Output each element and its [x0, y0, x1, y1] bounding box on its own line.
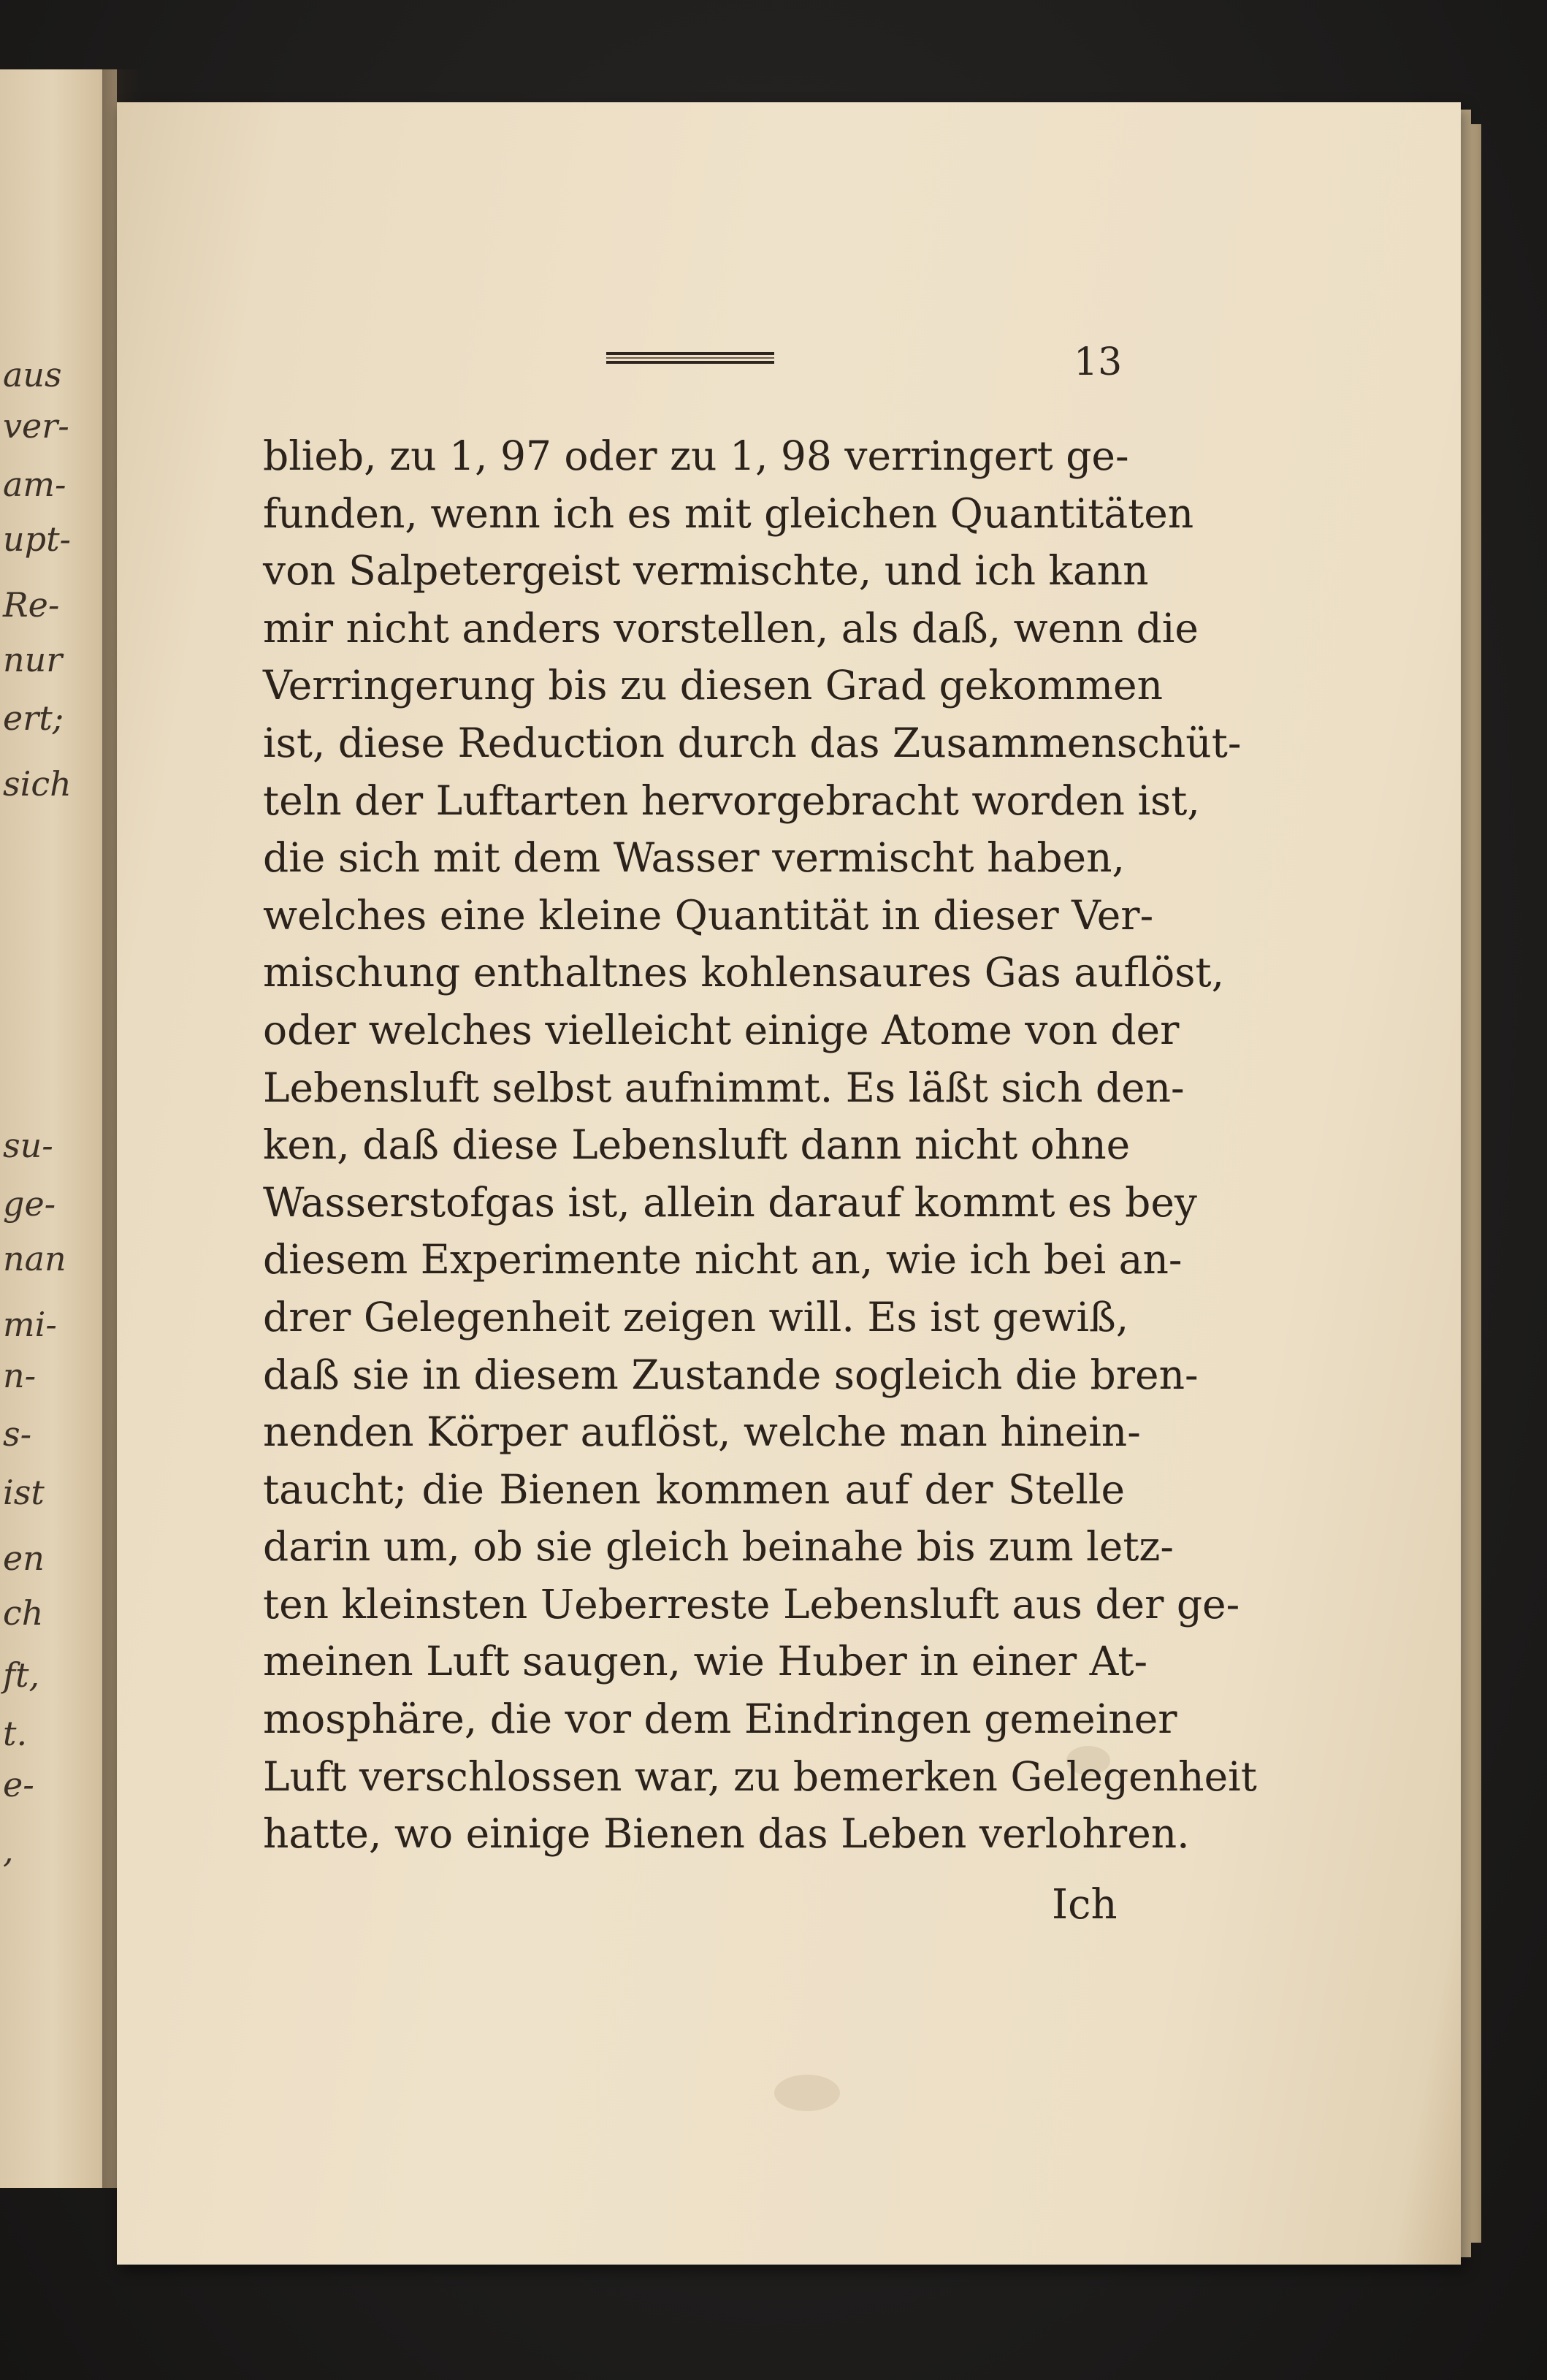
text-line: mosphäre, die vor dem Eindringen gemeiner: [263, 1696, 1177, 1743]
text-line: ist, diese Reduction durch das Zusammenschüt-: [263, 719, 1242, 766]
body-text: [263, 427, 1257, 1863]
text-line: Wasserstofgas ist, allein darauf kommt es bey: [263, 1178, 1197, 1226]
previous-page-fragment: mi-: [3, 1305, 57, 1344]
previous-page-fragment: s-: [3, 1414, 32, 1454]
text-line: teln der Luftarten hervorgebracht worden ist,: [263, 777, 1200, 824]
header-ornament-rule: [606, 352, 774, 364]
text-line: funden, wenn ich es mit gleichen Quantitäten: [263, 489, 1194, 537]
previous-page-fragment: aus: [3, 355, 62, 394]
text-line: diesem Experimente nicht an, wie ich bei an-: [263, 1236, 1183, 1284]
previous-page-fragment: nan: [3, 1239, 66, 1278]
previous-page-fragment: ver-: [3, 406, 69, 446]
previous-page-fragment: nur: [3, 640, 63, 679]
page-stack-edge: [1471, 124, 1481, 2243]
previous-page-fragment: t.: [3, 1714, 28, 1753]
text-line: ken, daß diese Lebensluft dann nicht ohne: [263, 1121, 1131, 1169]
catchword: Ich: [1052, 1881, 1118, 1929]
text-line: Verringerung bis zu diesen Grad gekommen: [263, 662, 1163, 709]
previous-page-fragment: e-: [3, 1765, 34, 1804]
text-line: taucht; die Bienen kommen auf der Stelle: [263, 1465, 1125, 1513]
previous-page-edge: [0, 69, 117, 2188]
previous-page-fragment: ft,: [3, 1655, 40, 1695]
previous-page-fragment: ge-: [3, 1184, 56, 1224]
text-line: hatte, wo einige Bienen das Leben verlohren.: [263, 1810, 1190, 1858]
text-line: mischung enthaltnes kohlensaures Gas auflöst,: [263, 949, 1225, 996]
previous-page-fragment: n-: [3, 1356, 37, 1395]
text-line: die sich mit dem Wasser vermischt haben,: [263, 834, 1125, 882]
previous-page-fragment: sich: [3, 764, 72, 804]
previous-page-fragment: Re-: [3, 585, 60, 625]
page-stack-edge: [1461, 110, 1471, 2257]
text-line: darin um, ob sie gleich beinahe bis zum letz-: [263, 1523, 1174, 1571]
text-line: meinen Luft saugen, wie Huber in einer At-: [263, 1638, 1148, 1685]
paper-stain: [774, 2075, 840, 2111]
previous-page-fragment: ert;: [3, 698, 64, 738]
previous-page-fragment: am-: [3, 465, 66, 504]
page-number: 13: [1074, 340, 1123, 384]
text-line: Luft verschlossen war, zu bemerken Gelegenheit: [263, 1752, 1257, 1800]
text-line: welches eine kleine Quantität in dieser Ver-: [263, 891, 1154, 939]
text-line: von Salpetergeist vermischte, und ich kann: [263, 547, 1149, 595]
text-line: daß sie in diesem Zustande sogleich die bren-: [263, 1351, 1199, 1398]
text-line: oder welches vielleicht einige Atome von der: [263, 1006, 1180, 1053]
text-line: blieb, zu 1, 97 oder zu 1, 98 verringert ge-: [263, 432, 1129, 479]
previous-page-fragment: en: [3, 1538, 45, 1578]
text-line: mir nicht anders vorstellen, als daß, wenn die: [263, 604, 1199, 652]
previous-page-fragment: ,: [3, 1831, 14, 1870]
text-line: ten kleinsten Ueberreste Lebensluft aus der ge-: [263, 1580, 1240, 1628]
previous-page-fragment: upt-: [3, 519, 72, 559]
text-line: drer Gelegenheit zeigen will. Es ist gewiß,: [263, 1293, 1129, 1340]
previous-page-fragment: su-: [3, 1126, 53, 1165]
previous-page-fragment: ist: [3, 1473, 45, 1512]
text-line: nenden Körper auflöst, welche man hinein-: [263, 1408, 1141, 1456]
text-line: Lebensluft selbst aufnimmt. Es läßt sich den-: [263, 1064, 1185, 1111]
previous-page-fragment: ch: [3, 1593, 44, 1633]
